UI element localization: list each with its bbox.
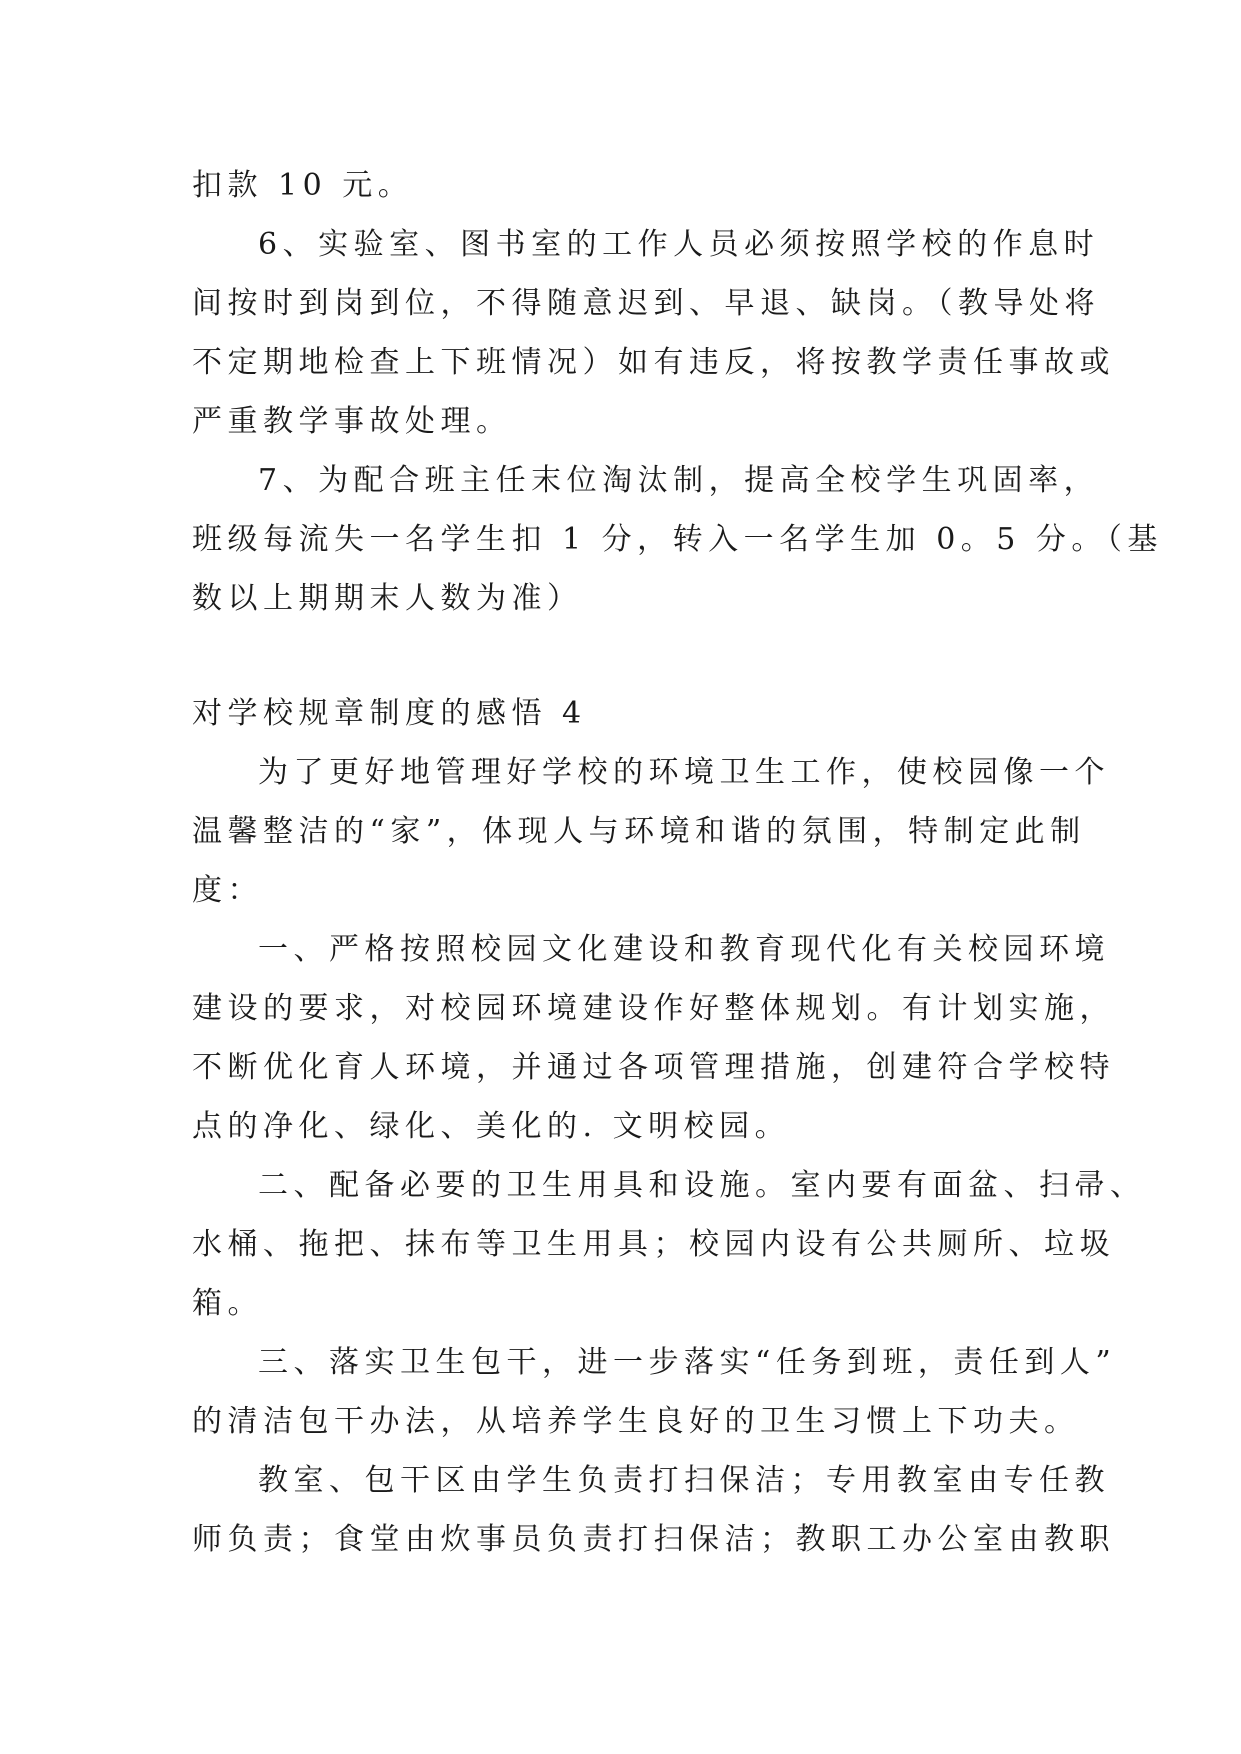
text-line: 7、为配合班主任末位淘汰制，提高全校学生巩固率， xyxy=(258,463,1100,498)
text-line: 二、配备必要的卫生用具和设施。室内要有面盆、扫帚、 xyxy=(258,1168,1146,1203)
text-line: 师负责；食堂由炊事员负责打扫保洁；教职工办公室由教职 xyxy=(192,1522,1115,1557)
text-line: 一、严格按照校园文化建设和教育现代化有关校园环境 xyxy=(258,932,1110,967)
text-line: 教室、包干区由学生负责打扫保洁；专用教室由专任教 xyxy=(258,1463,1110,1498)
text-line: 箱。 xyxy=(192,1286,263,1321)
text-line: 扣款 10 元。 xyxy=(192,168,414,203)
text-line: 温馨整洁的“家”，体现人与环境和谐的氛围，特制定此制 xyxy=(192,814,1086,849)
text-line: 班级每流失一名学生扣 1 分，转入一名学生加 0。5 分。（基 xyxy=(192,522,1163,557)
text-line: 点的净化、绿化、美化的. 文明校园。 xyxy=(192,1109,791,1144)
text-line: 的清洁包干办法，从培养学生良好的卫生习惯上下功夫。 xyxy=(192,1404,1080,1439)
text-line: 数以上期期末人数为准） xyxy=(192,581,583,616)
section-heading: 对学校规章制度的感悟 4 xyxy=(192,696,587,731)
text-line: 水桶、拖把、抹布等卫生用具；校园内设有公共厕所、垃圾 xyxy=(192,1227,1115,1262)
text-line: 度： xyxy=(192,873,263,908)
text-line: 严重教学事故处理。 xyxy=(192,404,512,439)
text-line: 不定期地检查上下班情况）如有违反，将按教学责任事故或 xyxy=(192,345,1115,380)
text-line: 建设的要求，对校园环境建设作好整体规划。有计划实施， xyxy=(192,991,1115,1026)
text-line: 间按时到岗到位，不得随意迟到、早退、缺岗。（教导处将 xyxy=(192,286,1100,321)
text-line: 三、落实卫生包干，进一步落实“任务到班，责任到人” xyxy=(258,1345,1117,1380)
text-line: 为了更好地管理好学校的环境卫生工作，使校园像一个 xyxy=(258,755,1110,790)
text-line: 不断优化育人环境，并通过各项管理措施，创建符合学校特 xyxy=(192,1050,1115,1085)
text-line: 6、实验室、图书室的工作人员必须按照学校的作息时 xyxy=(258,227,1100,262)
